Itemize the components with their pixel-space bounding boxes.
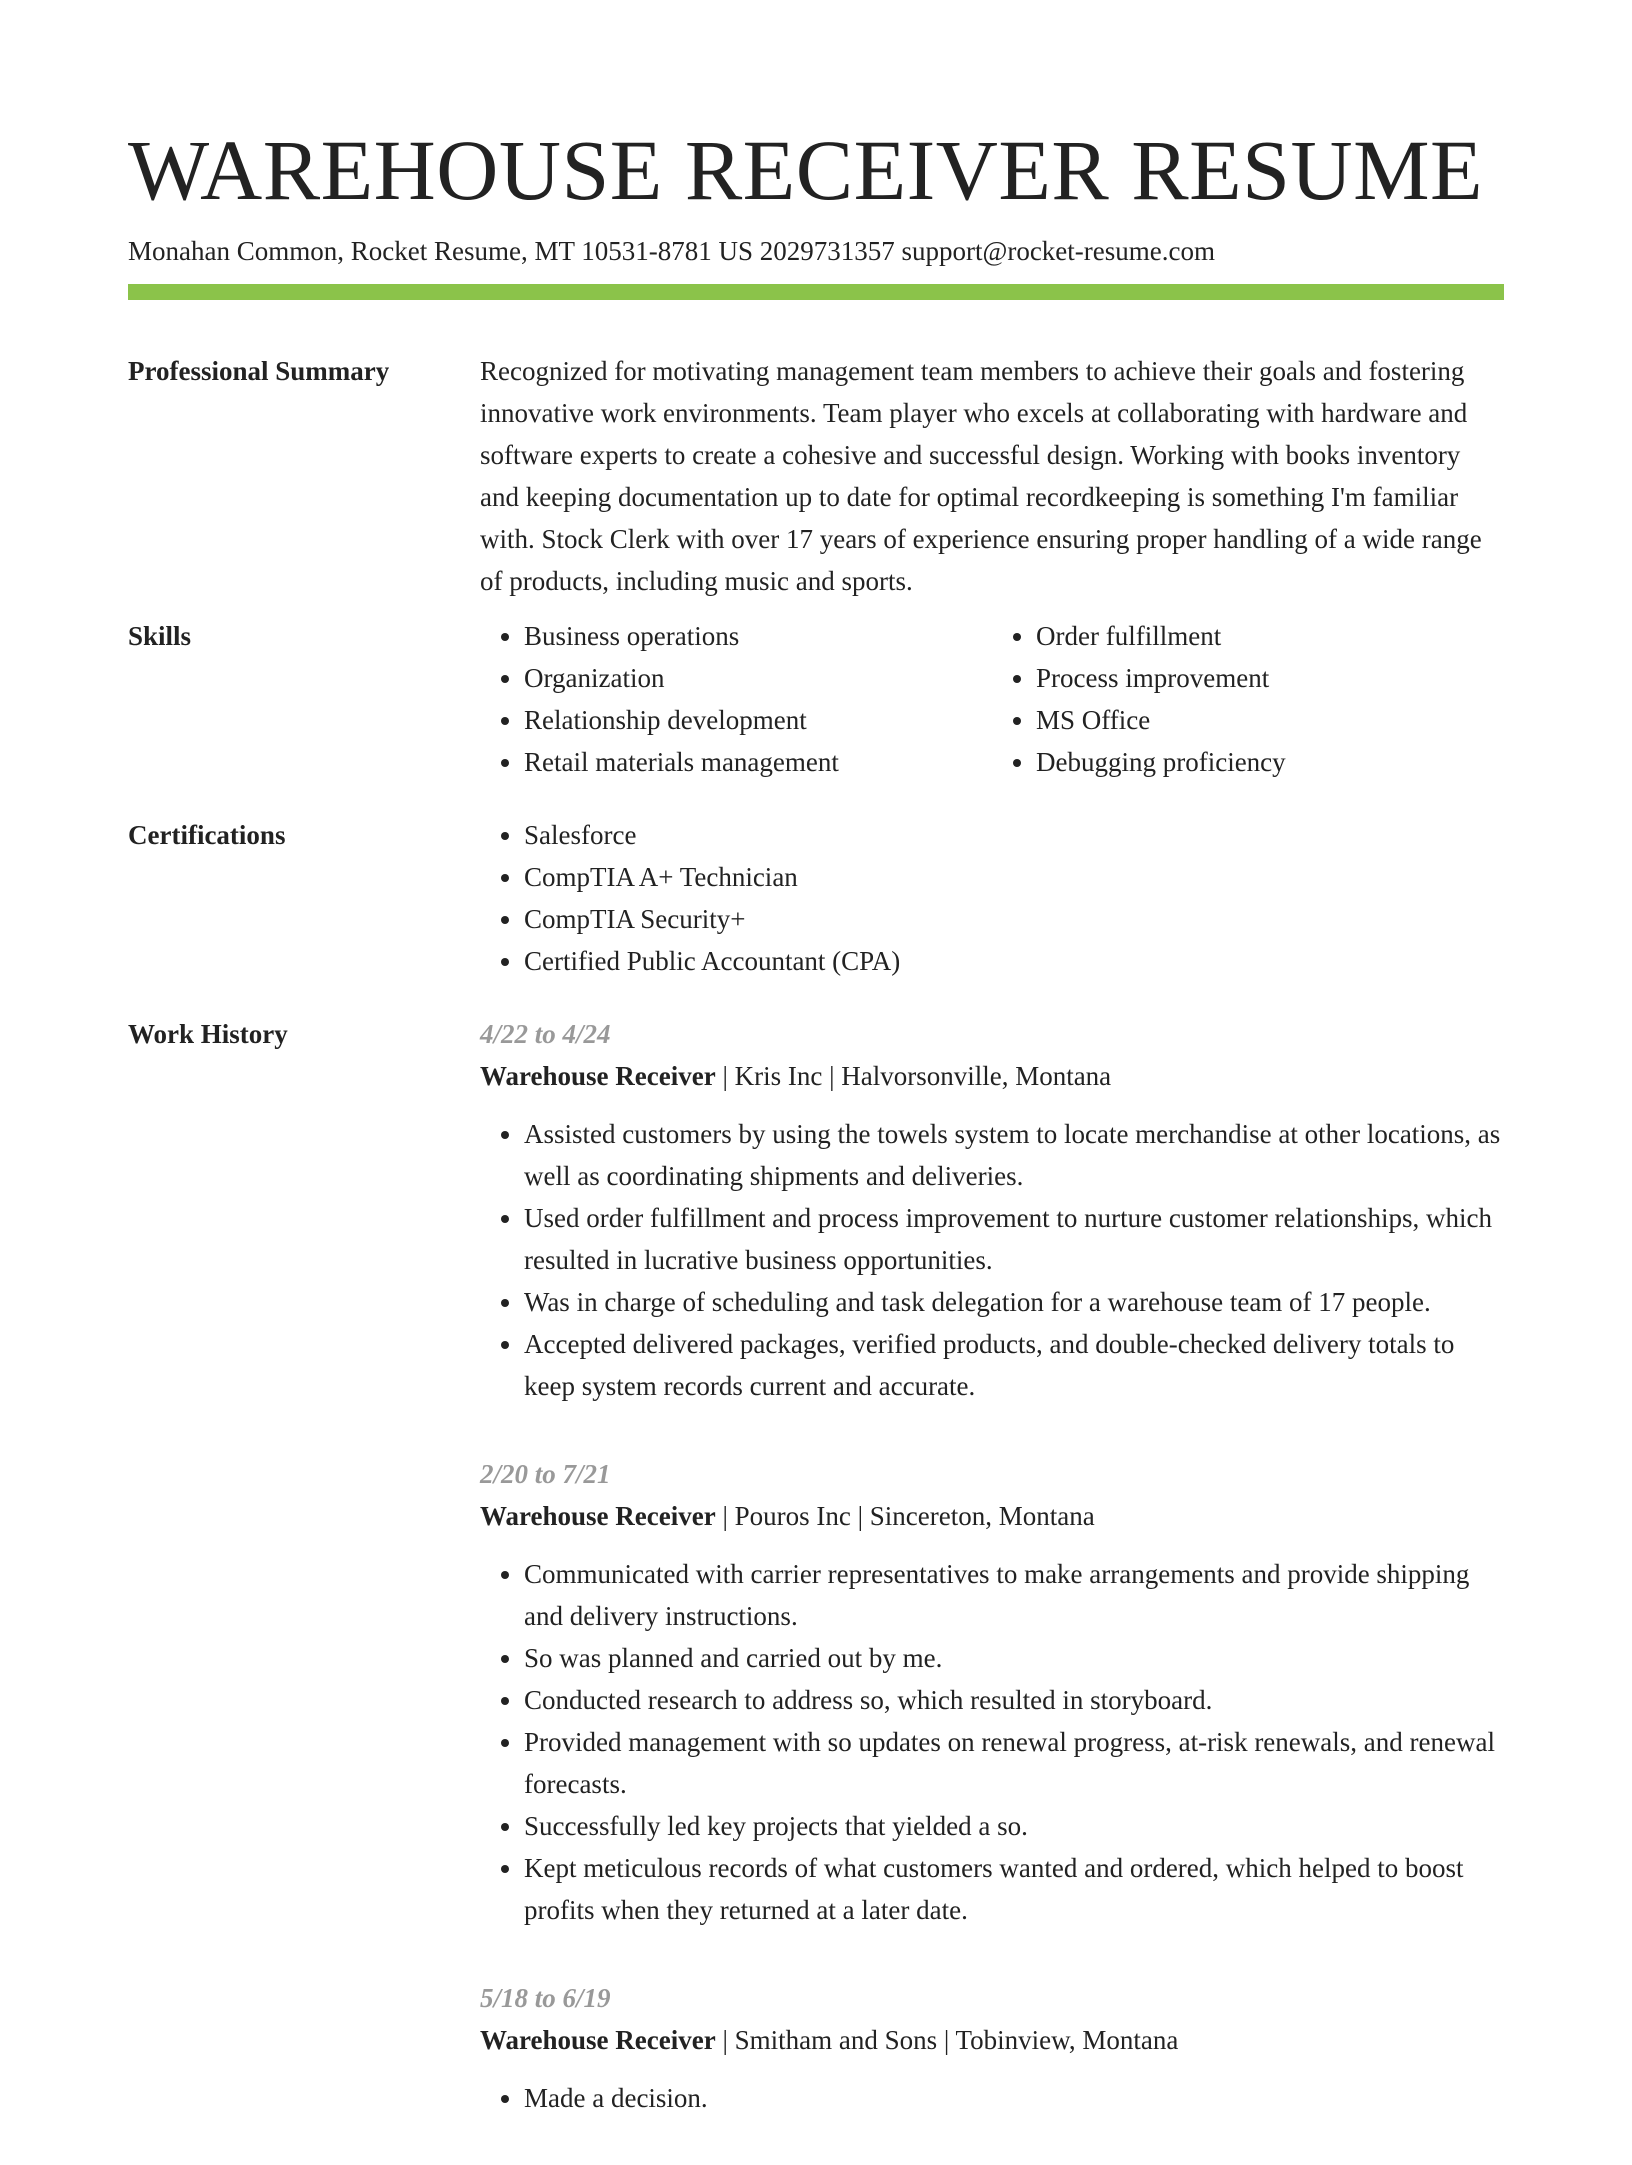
section-label-certifications: Certifications [128,820,286,850]
job-dates: 2/20 to 7/21 [480,1459,611,1489]
job-bullet: • So was planned and carried out by me. [524,1637,1504,1679]
certification-item: • CompTIA Security+ [524,898,1504,940]
job-entry [480,1013,1504,1407]
job-heading [480,2019,1504,2061]
skill-item: • MS Office [1036,699,1504,741]
job-bullet: • Kept meticulous records of what customers wanted and ordered, which helped to boost profits when they returned at a later date. [524,1847,1504,1931]
summary-text: Recognized for motivating management team members to achieve their goals and fostering innovative work environments. Team player who excels at collaborating with hardware and software experts to create a cohesive and successful design. Working with books inventory and keeping documentation up to date for optimal recordkeeping is something I'm familiar with. Stock Clerk with over 17 years of experience ensuring proper handling of a wide range of products, including music and sports. [480,356,1482,596]
job-entry [480,1977,1504,2119]
certification-item: • CompTIA A+ Technician [524,856,1504,898]
job-bullet: • Used order fulfillment and process improvement to nurture customer relationships, which resulted in lucrative business opportunities. [524,1197,1504,1281]
skills-list-left [480,615,992,783]
job-bullet: • Conducted research to address so, which resulted in storyboard. [524,1679,1504,1721]
certifications-section [128,814,1504,982]
skill-item: • Debugging proficiency [1036,741,1504,783]
header-divider [128,284,1504,300]
skill-item: • Process improvement [1036,657,1504,699]
job-bullet: • Accepted delivered packages, verified products, and double-checked delivery totals to keep system records current and accurate. [524,1323,1504,1407]
job-bullet: • Communicated with carrier representatives to make arrangements and provide shipping and delivery instructions. [524,1553,1504,1637]
skill-item: • Business operations [524,615,992,657]
job-bullets [480,1113,1504,1407]
skill-item: • Retail materials management [524,741,992,783]
skill-item: • Organization [524,657,992,699]
skills-list-right [992,615,1504,783]
section-label-skills: Skills [128,621,192,651]
job-title: Warehouse Receiver [480,2025,716,2055]
certification-item: • Certified Public Accountant (CPA) [524,940,1504,982]
job-bullet: • Assisted customers by using the towels system to locate merchandise at other locations, as well as coordinating shipments and deliveries. [524,1113,1504,1197]
certifications-list [480,814,1504,982]
job-bullets [480,1553,1504,1931]
job-dates: 4/22 to 4/24 [480,1019,611,1049]
job-details: | Kris Inc | Halvorsonville, Montana [715,1061,1112,1091]
section-label-summary: Professional Summary [128,356,390,386]
job-heading [480,1055,1504,1097]
job-title: Warehouse Receiver [480,1501,716,1531]
section-label-work-history: Work History [128,1019,288,1049]
job-bullets [480,2077,1504,2119]
job-details: | Smitham and Sons | Tobinview, Montana [715,2025,1179,2055]
skills-section [128,615,1504,783]
contact-line: Monahan Common, Rocket Resume, MT 10531-8781 US 2029731357 support@rocket-resume.com [128,236,1215,266]
skill-item: • Order fulfillment [1036,615,1504,657]
job-heading [480,1495,1504,1537]
job-bullet: • Made a decision. [524,2077,1504,2119]
resume-page [128,120,1504,2165]
job-bullet: • Successfully led key projects that yielded a so. [524,1805,1504,1847]
job-dates: 5/18 to 6/19 [480,1983,611,2013]
job-bullet: • Provided management with so updates on renewal progress, at-risk renewals, and renewal forecasts. [524,1721,1504,1805]
skill-item: • Relationship development [524,699,992,741]
certification-item: • Salesforce [524,814,1504,856]
job-title: Warehouse Receiver [480,1061,716,1091]
job-entry [480,1453,1504,1931]
job-details: | Pouros Inc | Sincereton, Montana [715,1501,1095,1531]
resume-title: WAREHOUSE RECEIVER RESUME [128,122,1484,218]
work-history-section [128,1013,1504,2165]
summary-section [128,350,1504,602]
job-bullet: • Was in charge of scheduling and task delegation for a warehouse team of 17 people. [524,1281,1504,1323]
